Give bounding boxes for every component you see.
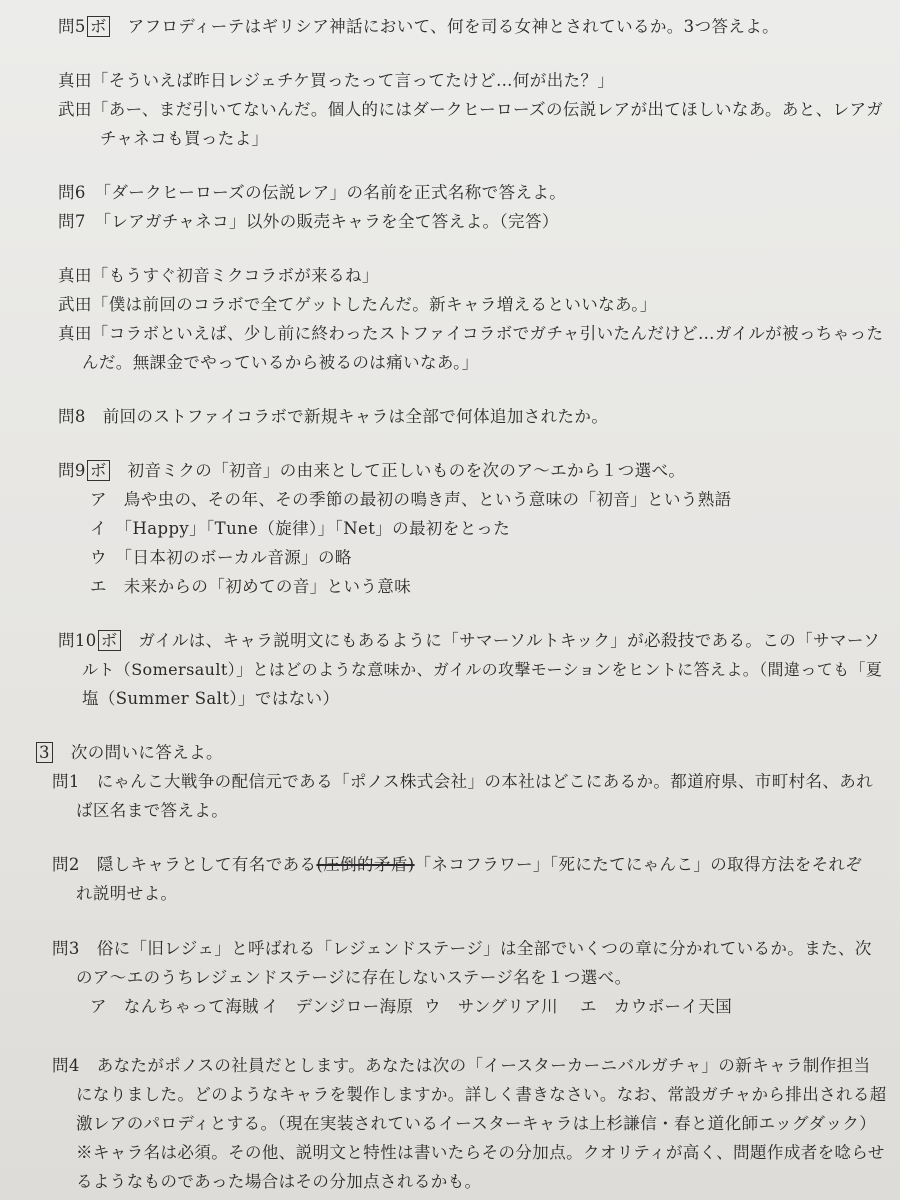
dialog-line: 真田「そういえば昨日レジェチケ買ったって言ってたけど…何が出た？」 <box>58 71 615 90</box>
question-7: 問7 「レアガチャネコ」以外の販売キャラを全て答えよ。（完答） <box>58 212 559 231</box>
s3-question-4: 激レアのパロディとする。（現在実装されているイースターキャラは上杉謙信・春と道化師エッグダック） <box>76 1114 877 1133</box>
s3-question-4: るようなものであった場合はその分加点されるかも。 <box>76 1172 482 1191</box>
choice-e: エ 未来からの「初めての音」という意味 <box>90 577 412 596</box>
choice-u: ウ サングリア川 <box>424 997 559 1016</box>
s3-question-2: れ説明せよ。 <box>76 884 178 903</box>
section-number-box: 3 <box>36 742 53 763</box>
s3-question-4: 問4 あなたがポノスの社員だとします。あなたは次の「イースターカーニバルガチャ」の新キャラ制作担当 <box>52 1056 871 1075</box>
question-number: 問10 <box>58 631 97 650</box>
bonus-box: ボ <box>98 630 121 651</box>
choice-a: ア 鳥や虫の、その年、その季節の最初の鳴き声、という意味の「初音」という熟語 <box>90 490 732 509</box>
s3-question-1: ば区名まで答えよ。 <box>76 801 229 820</box>
question-text: ルト（Somersault）」とはどのような意味か、ガイルの攻撃モーションをヒントに答えよ。（間違っても「夏 <box>82 660 883 679</box>
question-text: アフロディーテはギリシア神話において、何を司る女神とされているか。3つ答えよ。 <box>127 17 780 36</box>
question-text: 「ネコフラワー」「死にたてにゃんこ」の取得方法をそれぞ <box>414 855 863 874</box>
question-text: 初音ミクの「初音」の由来として正しいものを次のア～エから１つ選べ。 <box>127 461 686 480</box>
choice-i: イ デンジロー海原 <box>262 997 414 1016</box>
dialog-line: 真田「コラボといえば、少し前に終わったストファイコラボでガチャ引いたんだけど…ガイルが被っちゃった <box>58 324 884 343</box>
question-9 <box>58 459 685 483</box>
dialog-line: んだ。無課金でやっているから被るのは痛いなあ。」 <box>82 353 479 372</box>
bonus-box: ボ <box>87 16 110 37</box>
question-10 <box>58 629 880 653</box>
question-number: 問9 <box>58 461 86 480</box>
dialog-line: 真田「もうすぐ初音ミクコラボが来るね」 <box>58 266 379 285</box>
s3-question-3: 問3 俗に「旧レジェ」と呼ばれる「レジェンドステージ」は全部でいくつの章に分かれているか。また、次 <box>52 939 872 958</box>
bonus-box: ボ <box>87 460 110 481</box>
question-5 <box>58 15 779 39</box>
section-title: 次の問いに答えよ。 <box>70 743 223 762</box>
question-text: ガイルは、キャラ説明文にもあるように「サマーソルトキック」が必殺技である。この「サマーソ <box>138 631 880 650</box>
dialog-line: 武田「あー、まだ引いてないんだ。個人的にはダークヒーローズの伝説レアが出てほしいなあ。あと、レアガ <box>58 100 884 119</box>
section-3-heading <box>35 741 223 765</box>
question-6: 問6 「ダークヒーローズの伝説レア」の名前を正式名称で答えよ。 <box>58 183 567 202</box>
choice-e: エ カウボーイ天国 <box>580 997 733 1016</box>
question-text: 塩（Summer Salt）」ではない） <box>82 689 340 708</box>
dialog-line: チャネコも買ったよ」 <box>100 129 269 148</box>
choice-a: ア なんちゃって海賊 <box>90 997 259 1016</box>
dialog-line: 武田「僕は前回のコラボで全てゲットしたんだ。新キャラ増えるといいなあ。」 <box>58 295 657 314</box>
question-number: 問5 <box>58 17 86 36</box>
choice-i: イ 「Happy」「Tune（旋律）」「Net」の最初をとった <box>90 519 511 538</box>
s3-question-1: 問1 にゃんこ大戦争の配信元である「ポノス株式会社」の本社はどこにあるか。都道府県、市町村名、あれ <box>52 772 874 791</box>
question-8: 問8 前回のストファイコラボで新規キャラは全部で何体追加されたか。 <box>58 407 609 426</box>
s3-question-3: のア～エのうちレジェンドステージに存在しないステージ名を１つ選べ。 <box>76 968 632 987</box>
struck-text: (圧倒的矛盾) <box>316 855 415 874</box>
s3-question-4: ※キャラ名は必須。その他、説明文と特性は書いたらその分加点。クオリティが高く、問題作成者を唸らせ <box>76 1143 885 1162</box>
s3-question-4: になりました。どのようなキャラを製作しますか。詳しく書きなさい。なお、常設ガチャから排出される超 <box>76 1085 887 1104</box>
question-text: 問2 隠しキャラとして有名である <box>52 855 317 874</box>
s3-question-2 <box>52 853 862 877</box>
choice-u: ウ 「日本初のボーカル音源」の略 <box>90 548 352 567</box>
s3-question-3-choices <box>90 995 732 1019</box>
